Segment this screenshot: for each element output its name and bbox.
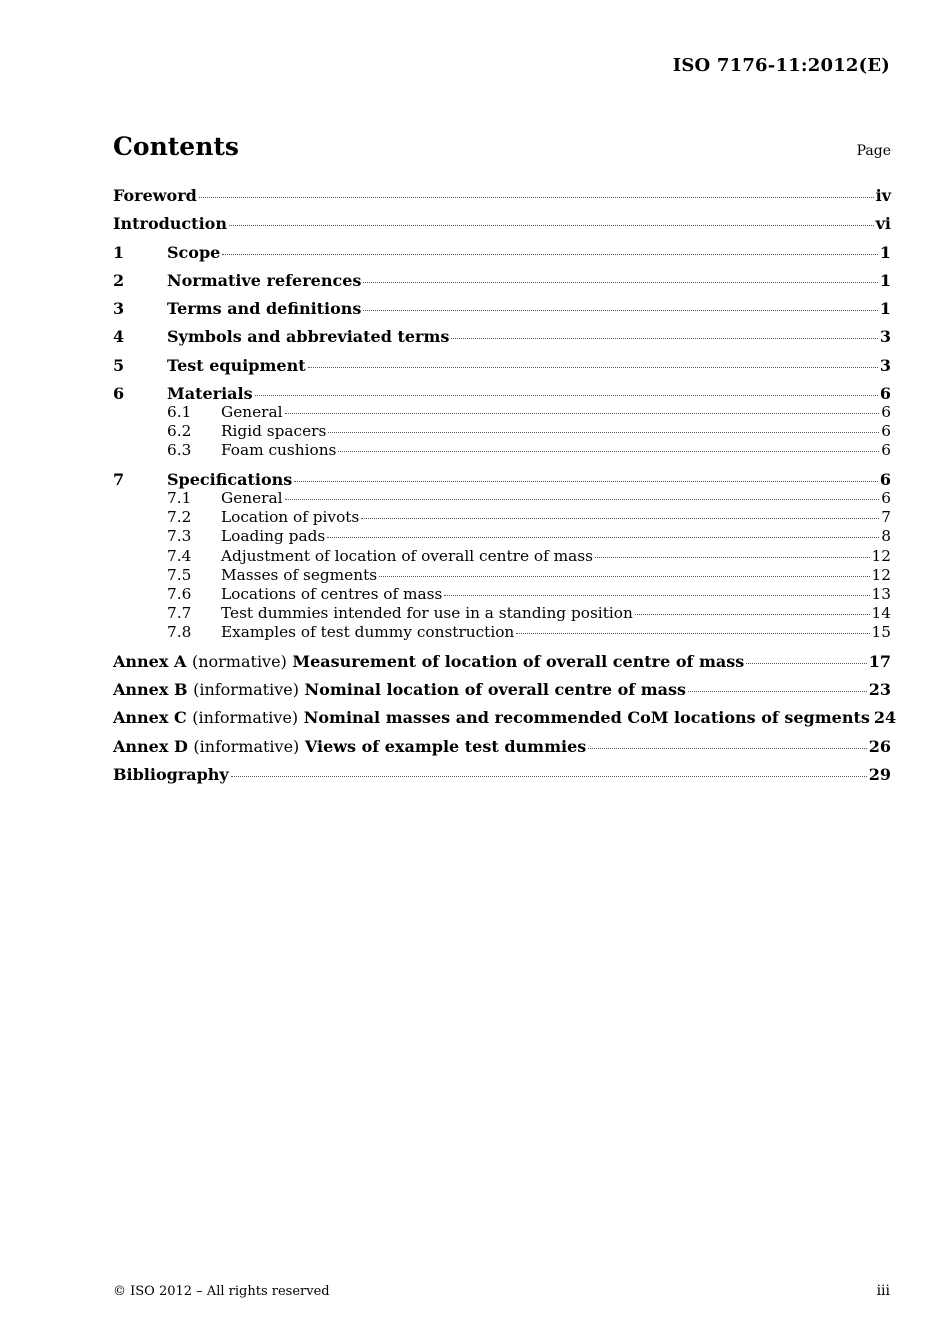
toc-entry-page: 13 xyxy=(871,584,891,603)
toc-entry-label: General xyxy=(221,403,283,422)
toc-entry-label: Terms and definitions xyxy=(167,299,362,319)
dot-leader xyxy=(379,575,869,577)
toc-entry-number: 7.7 xyxy=(167,604,192,623)
annex-title: Measurement of location of overall centre of mass xyxy=(292,651,745,671)
dot-leader xyxy=(746,662,866,664)
toc-entry-page: 3 xyxy=(879,327,891,347)
dot-leader xyxy=(285,412,880,414)
dot-leader xyxy=(451,337,877,339)
toc-entry-page: 6 xyxy=(881,488,891,507)
toc-entry-number: 7.5 xyxy=(167,565,192,584)
toc-entry-label: Foam cushions xyxy=(221,441,337,460)
annex-prefix: Annex B xyxy=(113,680,188,700)
toc-entry-number: 7.2 xyxy=(167,508,192,527)
annex-type: (informative) xyxy=(193,680,299,700)
toc-entry-subsection-7-6[interactable] xyxy=(113,585,891,604)
toc-entry-label: Materials xyxy=(167,384,253,404)
annex-type: (informative) xyxy=(193,736,300,756)
toc-entry-subsection-7-1[interactable] xyxy=(113,489,891,508)
toc-entry-section-7[interactable] xyxy=(113,470,891,489)
toc-entry-number: 7.6 xyxy=(167,584,192,603)
toc-entry-page: 24 xyxy=(873,708,897,728)
dot-leader xyxy=(294,480,878,482)
toc-entry-number: 5 xyxy=(113,355,125,375)
dot-leader xyxy=(255,394,878,396)
toc-entry-subsection-7-2[interactable] xyxy=(113,508,891,527)
toc-entry-number: 7.3 xyxy=(167,527,192,546)
toc-entry-number: 7.4 xyxy=(167,546,192,565)
toc-entry-subsection-7-8[interactable] xyxy=(113,623,891,642)
toc-entry-page: 1 xyxy=(879,242,891,262)
dot-leader xyxy=(222,253,878,255)
toc-entry-label: Rigid spacers xyxy=(221,422,327,441)
toc-entry-label: Normative references xyxy=(167,270,362,290)
toc-entry-number: 6.1 xyxy=(167,403,192,422)
dot-leader xyxy=(516,632,869,634)
toc-entry-number: 4 xyxy=(113,327,125,347)
toc-entry-introduction[interactable] xyxy=(113,214,891,233)
toc-entry-label: General xyxy=(221,488,283,507)
dot-leader xyxy=(328,431,879,433)
toc-entry-label: Introduction xyxy=(113,214,227,234)
toc-entry-subsection-7-7[interactable] xyxy=(113,604,891,623)
toc-entry-section-4[interactable] xyxy=(113,327,891,346)
dot-leader xyxy=(199,196,874,198)
annex-type: (informative) xyxy=(192,708,299,728)
annex-type: (normative) xyxy=(191,651,287,671)
toc-entry-number: 2 xyxy=(113,270,125,290)
dot-leader xyxy=(361,517,879,519)
contents-header xyxy=(113,132,891,161)
toc-entry-label: Symbols and abbreviated terms xyxy=(167,327,450,347)
page-title: Contents xyxy=(113,132,240,161)
dot-leader xyxy=(229,224,874,226)
toc-entry-subsection-7-5[interactable] xyxy=(113,566,891,585)
toc-entry-label: Locations of centres of mass xyxy=(221,584,443,603)
toc-entry-page: 23 xyxy=(868,680,891,700)
dot-leader xyxy=(444,594,869,596)
toc-entry-page: 12 xyxy=(871,565,891,584)
toc-entry-page: vi xyxy=(875,214,891,234)
annex-title: Nominal location of overall centre of mass xyxy=(304,680,687,700)
toc-entry-page: 17 xyxy=(868,651,891,671)
toc-entry-annex-a[interactable] xyxy=(113,652,891,671)
toc-entry-page: 12 xyxy=(871,546,891,565)
annex-title: Nominal masses and recommended CoM locations of segments xyxy=(303,708,870,728)
toc-entry-page: iv xyxy=(875,186,891,205)
toc-entry-label: Adjustment of location of overall centre of mass xyxy=(221,546,593,565)
toc-entry-page: 6 xyxy=(879,384,891,404)
toc-entry-annex-d[interactable] xyxy=(113,737,891,756)
toc-entry-section-2[interactable] xyxy=(113,271,891,290)
toc-entry-subsection-7-4[interactable] xyxy=(113,547,891,566)
toc-entry-page: 3 xyxy=(879,355,891,375)
toc-entry-page: 7 xyxy=(881,508,891,527)
toc-entry-number: 7.1 xyxy=(167,488,192,507)
toc-entry-subsection-6-1[interactable] xyxy=(113,403,891,422)
page-column-label: Page xyxy=(856,143,891,159)
copyright-notice: © ISO 2012 – All rights reserved xyxy=(113,1284,330,1299)
toc-entry-page: 6 xyxy=(879,469,891,489)
toc-entry-annex-b[interactable] xyxy=(113,680,891,699)
annex-title: Views of example test dummies xyxy=(304,736,587,756)
toc-entry-page: 29 xyxy=(868,764,891,784)
annex-prefix: Annex D xyxy=(113,736,188,756)
dot-leader xyxy=(327,536,879,538)
toc-entry-label: Examples of test dummy construction xyxy=(221,623,515,642)
dot-leader xyxy=(688,690,867,692)
toc-entry-page: 8 xyxy=(881,527,891,546)
dot-leader xyxy=(635,613,870,615)
toc-entry-page: 6 xyxy=(881,441,891,460)
toc-entry-section-3[interactable] xyxy=(113,299,891,318)
toc-entry-page: 6 xyxy=(881,403,891,422)
toc-entry-subsection-6-2[interactable] xyxy=(113,422,891,441)
toc-entry-number: 1 xyxy=(113,242,125,262)
toc-entry-page: 6 xyxy=(881,422,891,441)
toc-entry-number: 6.2 xyxy=(167,422,192,441)
annex-prefix: Annex C xyxy=(113,708,187,728)
dot-leader xyxy=(363,281,877,283)
toc-entry-annex-c[interactable] xyxy=(113,708,897,728)
toc-entry-label: Test equipment xyxy=(167,355,306,375)
toc-entry-number: 6.3 xyxy=(167,441,192,460)
dot-leader xyxy=(231,775,867,777)
toc-entry-page: 15 xyxy=(871,623,891,642)
dot-leader xyxy=(308,366,878,368)
page-number: iii xyxy=(876,1283,890,1299)
toc-entry-number: 7.8 xyxy=(167,623,192,642)
toc-entry-bibliography[interactable] xyxy=(113,765,891,784)
toc-entry-label: Test dummies intended for use in a standing position xyxy=(221,604,633,623)
document-id: ISO 7176-11:2012(E) xyxy=(672,55,890,76)
toc-entry-section-5[interactable] xyxy=(113,356,891,375)
annex-prefix: Annex A xyxy=(113,651,187,671)
toc-entry-page: 14 xyxy=(871,604,891,623)
toc-entry-number: 6 xyxy=(113,384,125,404)
toc-entry-label: Specifications xyxy=(167,469,293,489)
dot-leader xyxy=(338,450,879,452)
dot-leader xyxy=(363,309,877,311)
toc-entry-label: Location of pivots xyxy=(221,508,360,527)
toc-entry-label: Scope xyxy=(167,242,221,262)
toc-entry-subsection-7-3[interactable] xyxy=(113,527,891,546)
toc-entry-page: 1 xyxy=(879,299,891,319)
toc-entry-foreword[interactable] xyxy=(113,186,891,205)
dot-leader xyxy=(285,498,880,500)
toc-entry-label: Foreword xyxy=(113,186,197,205)
toc-entry-label: Loading pads xyxy=(221,527,326,546)
toc-entry-number: 3 xyxy=(113,299,125,319)
toc-entry-page: 26 xyxy=(868,736,891,756)
toc-entry-label: Bibliography xyxy=(113,764,229,784)
toc-entry-subsection-6-3[interactable] xyxy=(113,441,891,460)
toc-entry-page: 1 xyxy=(879,270,891,290)
toc-entry-section-6[interactable] xyxy=(113,384,891,403)
dot-leader xyxy=(595,556,870,558)
dot-leader xyxy=(588,747,866,749)
toc-entry-label: Masses of segments xyxy=(221,565,378,584)
toc-entry-section-1[interactable] xyxy=(113,243,891,262)
toc-entry-number: 7 xyxy=(113,469,125,489)
table-of-contents xyxy=(113,186,897,784)
